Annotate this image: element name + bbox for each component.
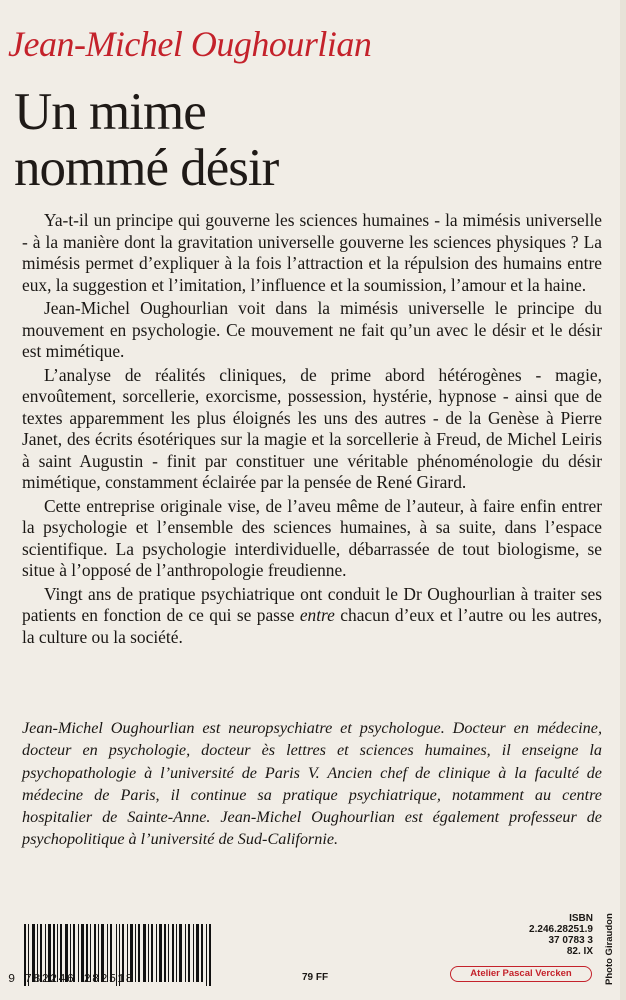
title-line-1: Un mime [14, 83, 206, 141]
blurb-paragraph-3: L’analyse de réalités cliniques, de prime abord hétérogènes - magie, envoûtement, sorcellerie, exorcisme, possession, hystérie, hypnose - ainsi que de textes apparemment les plus éloignés les uns des autres - de la Genèse à Pierre Janet, des écrits ésotériques sur la magie et la sorcellerie à Freud, de Michel Leiris à saint Augustin - finit par constituer une véritable phénoménologie du désir mimétique, constamment éclairée par la pensée de René Girard. [22, 364, 602, 492]
author-bio: Jean-Michel Oughourlian est neuropsychiatre et psychologue. Docteur en médecine, docteur en psychologie, docteur ès lettres et sciences humaines, il enseigne la psychopathologie à l’université de Paris V. Ancien chef de clinique à la faculté de médecine de Paris, il continue sa pratique psychiatrique, notamment au centre hospitalier de Sainte-Anne. Jean-Michel Oughourlian est également professeur de psychopolitique à l’université de Sud-Californie. [22, 719, 602, 849]
page-edge [620, 0, 626, 1000]
blurb-paragraph-1: Ya-t-il un principe qui gouverne les sciences humaines - la mimésis universelle - à la manière dont la gravitation universelle gouverne les sciences physiques ? La mimésis permet d’expliquer à la fois l’attraction et la répulsion des humains entre eux, la suggestion et l’imitation, l’influence et la soumission, l’amour et la haine. [22, 210, 602, 295]
blurb-paragraph-2: Jean-Michel Oughourlian voit dans la mimésis universelle le principe du mouvement en psychologie. Ce mouvement ne fait qu’un avec le désir et le désir est mimétique. [22, 298, 602, 361]
photo-credit: Photo Giraudon [604, 913, 615, 985]
blurb-paragraph-5 [22, 584, 602, 649]
isbn-line-3: 82. IX [566, 946, 593, 957]
blurb-paragraph-5-start: Vingt ans de pratique psychiatrique ont conduit le Dr Oughourlian à traiter ses patients en fonction de ce qui se passe [22, 583, 602, 625]
barcode-icon [12, 924, 230, 998]
book-title [14, 84, 574, 196]
isbn-line-2: 37 0783 3 [548, 935, 593, 946]
isbn-line-1: ISBN 2.246.28251.9 [529, 913, 593, 935]
publisher-badge: Atelier Pascal Vercken [450, 966, 592, 982]
author-name: Jean-Michel Oughourlian [8, 24, 372, 64]
blurb-paragraph-4: Cette entreprise originale vise, de l’aveu même de l’auteur, à faire enfin entrer la psychologie et l’ensemble des sciences humaines, à sa suite, dans l’espace scientifique. La psychologie interdividuelle, débarrassée de tout biologisme, se situe à l’opposé de l’anthropologie freudienne. [22, 495, 602, 580]
blurb-paragraph-5-end: chacun d’eux et l’autre ou les autres, la culture ou la société. [22, 605, 602, 647]
barcode-number: 9 782246 282518 [8, 972, 135, 986]
blurb [22, 210, 602, 648]
price: 79 FF [302, 972, 329, 983]
isbn-block [505, 913, 593, 957]
title-line-2: nommé désir [14, 139, 279, 197]
emphasis-word: entre [299, 605, 335, 625]
